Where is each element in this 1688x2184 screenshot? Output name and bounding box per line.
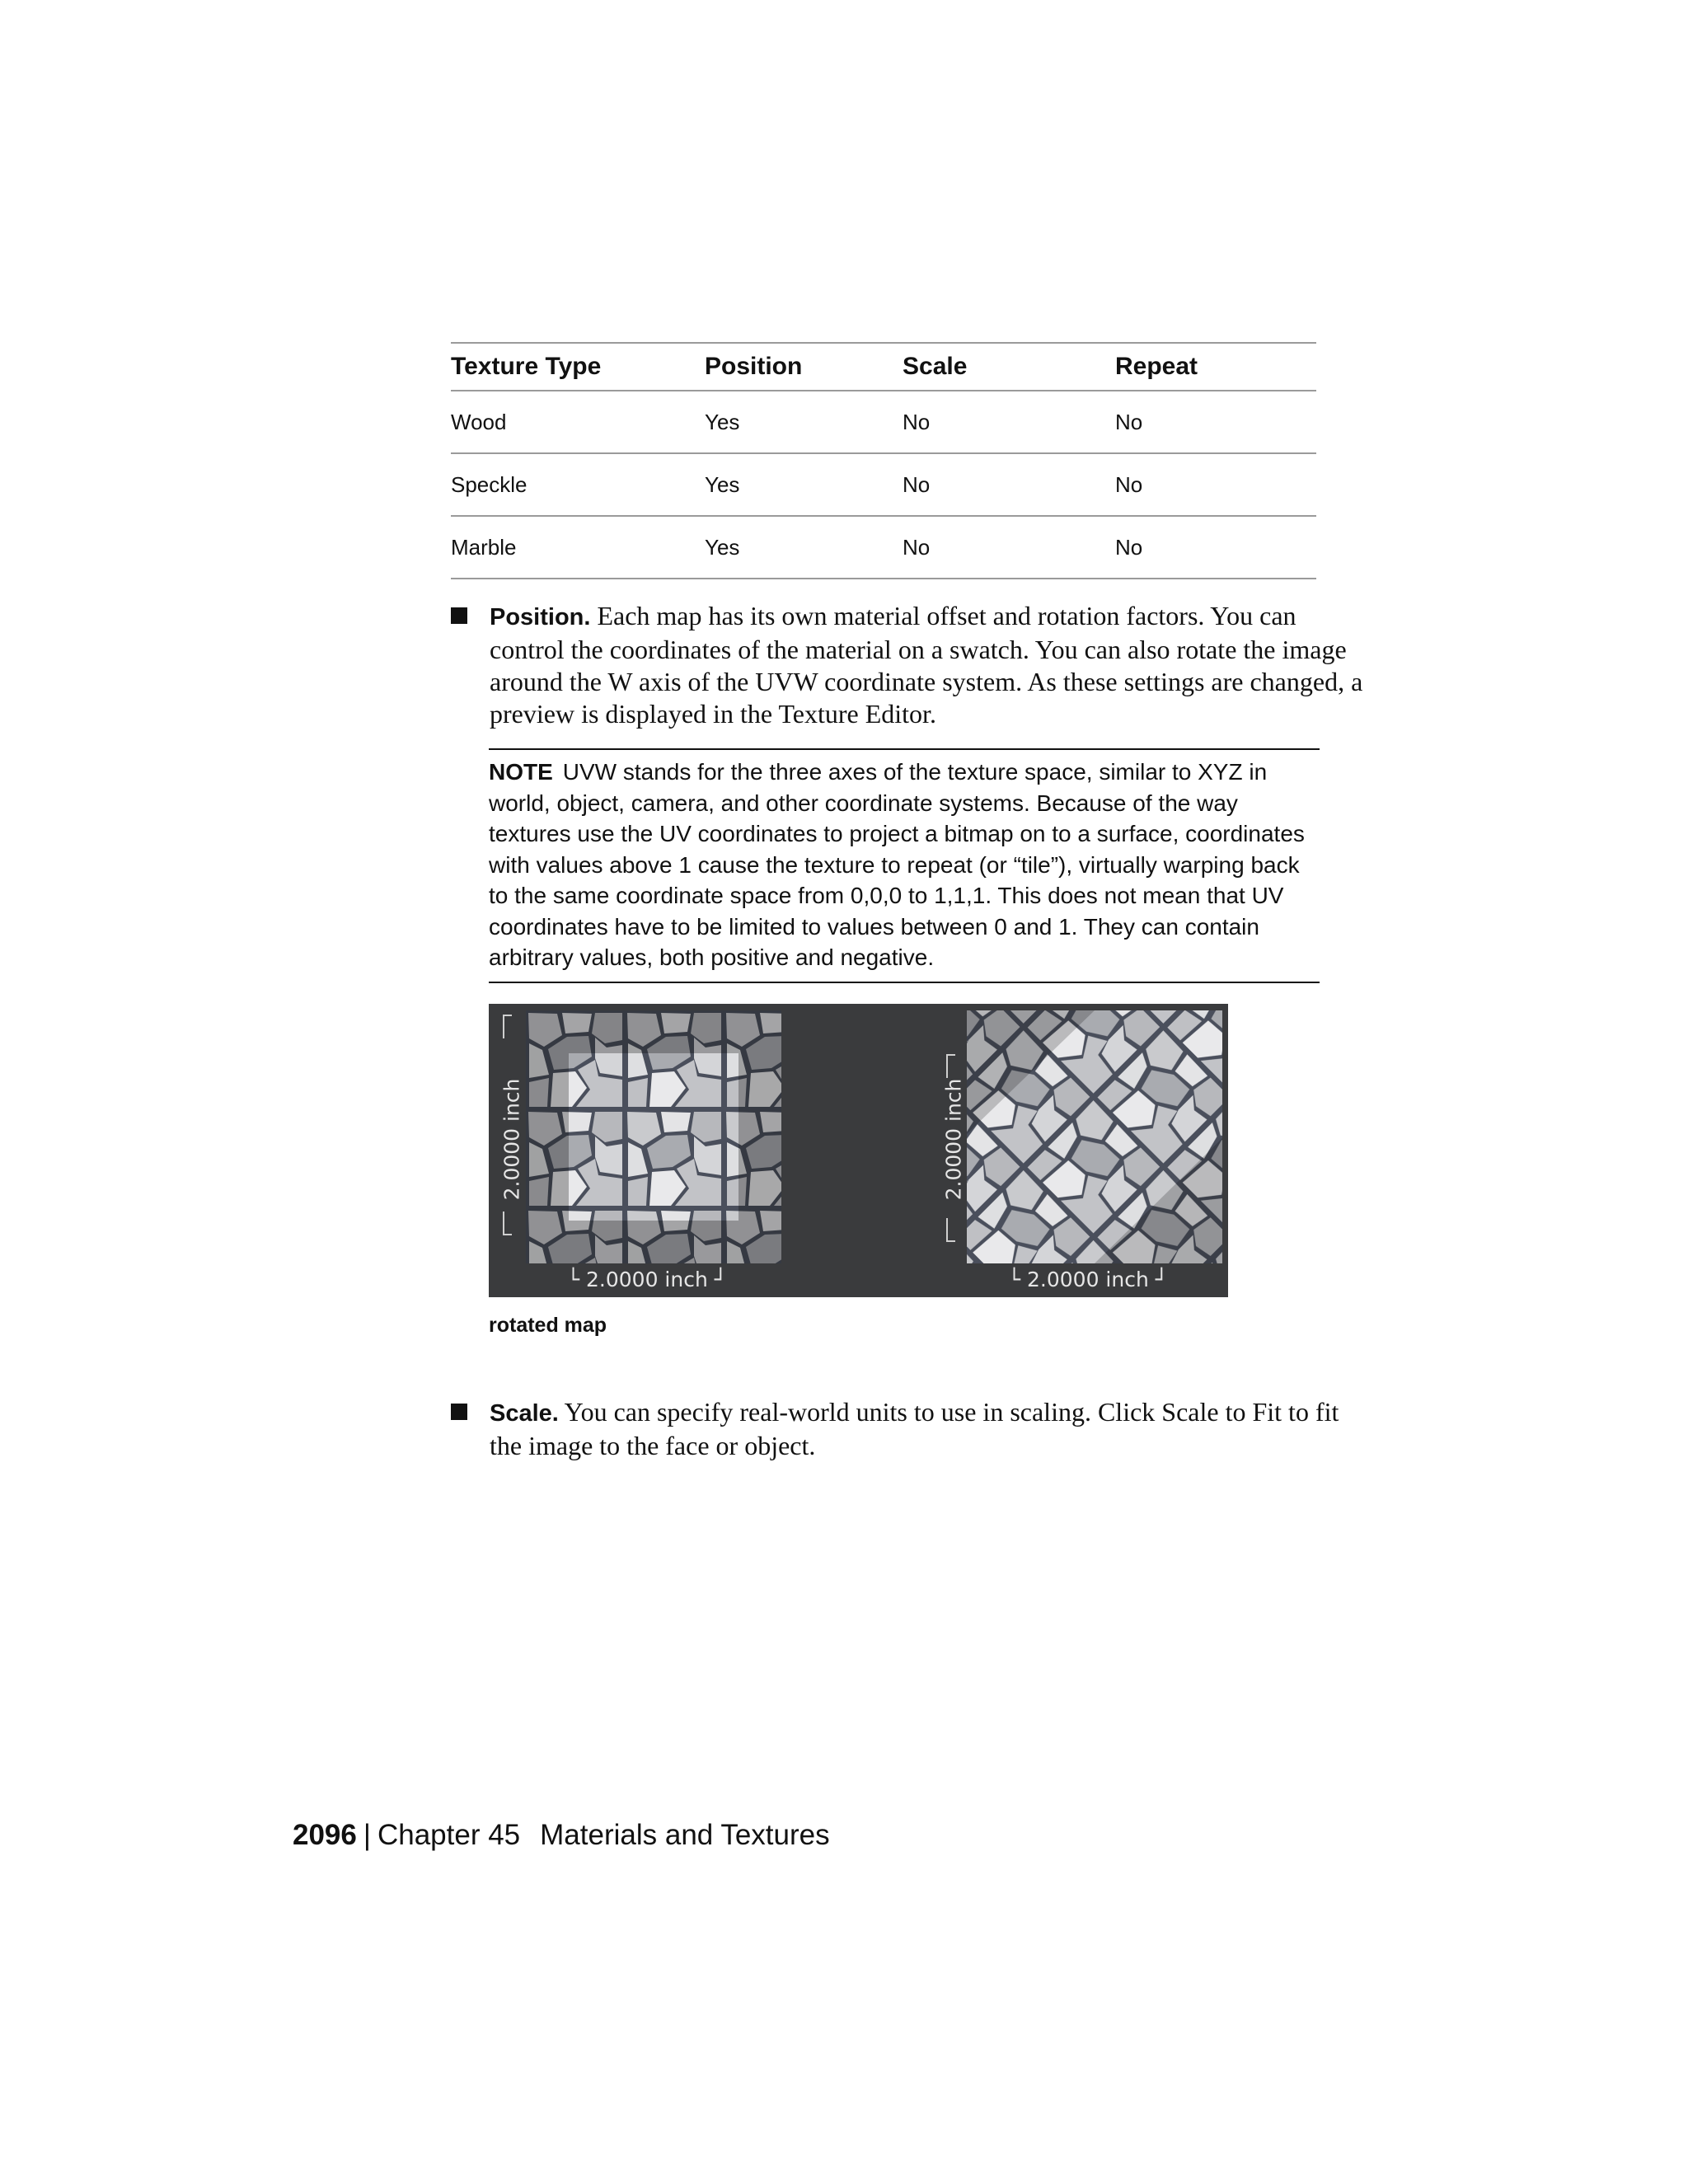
table-cell: Speckle [451, 453, 705, 516]
table-cell: Yes [705, 516, 903, 579]
table-header-row [451, 343, 1316, 391]
table-cell: Wood [451, 391, 705, 453]
texture-support-table [451, 342, 1316, 579]
page-footer [293, 1819, 830, 1852]
bullet-icon [451, 1404, 467, 1420]
scale-text: You can specify real-world units to use in scaling. Click Scale to Fit to fit the image to the face or object. [490, 1397, 1339, 1460]
position-paragraph [490, 600, 1363, 730]
table-cell: No [1115, 453, 1316, 516]
table-cell: No [1115, 391, 1316, 453]
left-height-label: 2.0000 inch [499, 1078, 524, 1201]
table-cell: No [903, 453, 1115, 516]
table-cell: No [903, 516, 1115, 579]
bullet-icon [451, 607, 467, 624]
column-header: Repeat [1115, 343, 1316, 391]
rotated-texture-swatch [967, 1010, 1222, 1263]
note-label: NOTE [489, 759, 553, 785]
scale-paragraph [490, 1396, 1363, 1462]
page-number: 2096 [293, 1819, 357, 1851]
scale-term: Scale. [490, 1400, 559, 1427]
left-width-label: └ 2.0000 inch ┘ [567, 1268, 727, 1291]
table-row [451, 391, 1316, 453]
table-cell: No [903, 391, 1115, 453]
column-header: Texture Type [451, 343, 705, 391]
table-row [451, 453, 1316, 516]
position-text: Each map has its own material offset and rotation factors. You can control the coordinates of the material on a swatch. You can also rotate the image around the W axis of the UVW coordinate system. As these settings are changed, a preview is displayed in the Texture Editor. [490, 601, 1363, 729]
figure-caption: rotated map [489, 1314, 607, 1337]
note-text: UVW stands for the three axes of the texture space, similar to XYZ in world, object, camera, and other coordinate systems. Because of the way textures use the UV coordinates to project a bitmap on to a surface, coordinates with values above 1 cause the texture to repeat (or “tile”), virtually warping back to the same coordinate space from 0,0,0 to 1,1,1. This does not mean that UV coordinates have to be limited to values between 0 and 1. They can contain arbitrary values, both positive and negative. [489, 759, 1305, 970]
column-header: Scale [903, 343, 1115, 391]
footer-separator: | [363, 1819, 371, 1851]
chapter-label: Chapter 45 [377, 1819, 521, 1851]
table-cell: Yes [705, 453, 903, 516]
rotated-map-figure [489, 1004, 1228, 1297]
chapter-title: Materials and Textures [540, 1819, 830, 1851]
table-row [451, 516, 1316, 579]
table-cell: Yes [705, 391, 903, 453]
position-term: Position. [490, 604, 591, 630]
unrotated-texture-swatch [526, 1010, 781, 1263]
note-box [489, 748, 1320, 983]
table-cell: Marble [451, 516, 705, 579]
right-height-label: 2.0000 inch [941, 1078, 966, 1201]
table-cell: No [1115, 516, 1316, 579]
column-header: Position [705, 343, 903, 391]
right-width-label: └ 2.0000 inch ┘ [1008, 1268, 1168, 1291]
